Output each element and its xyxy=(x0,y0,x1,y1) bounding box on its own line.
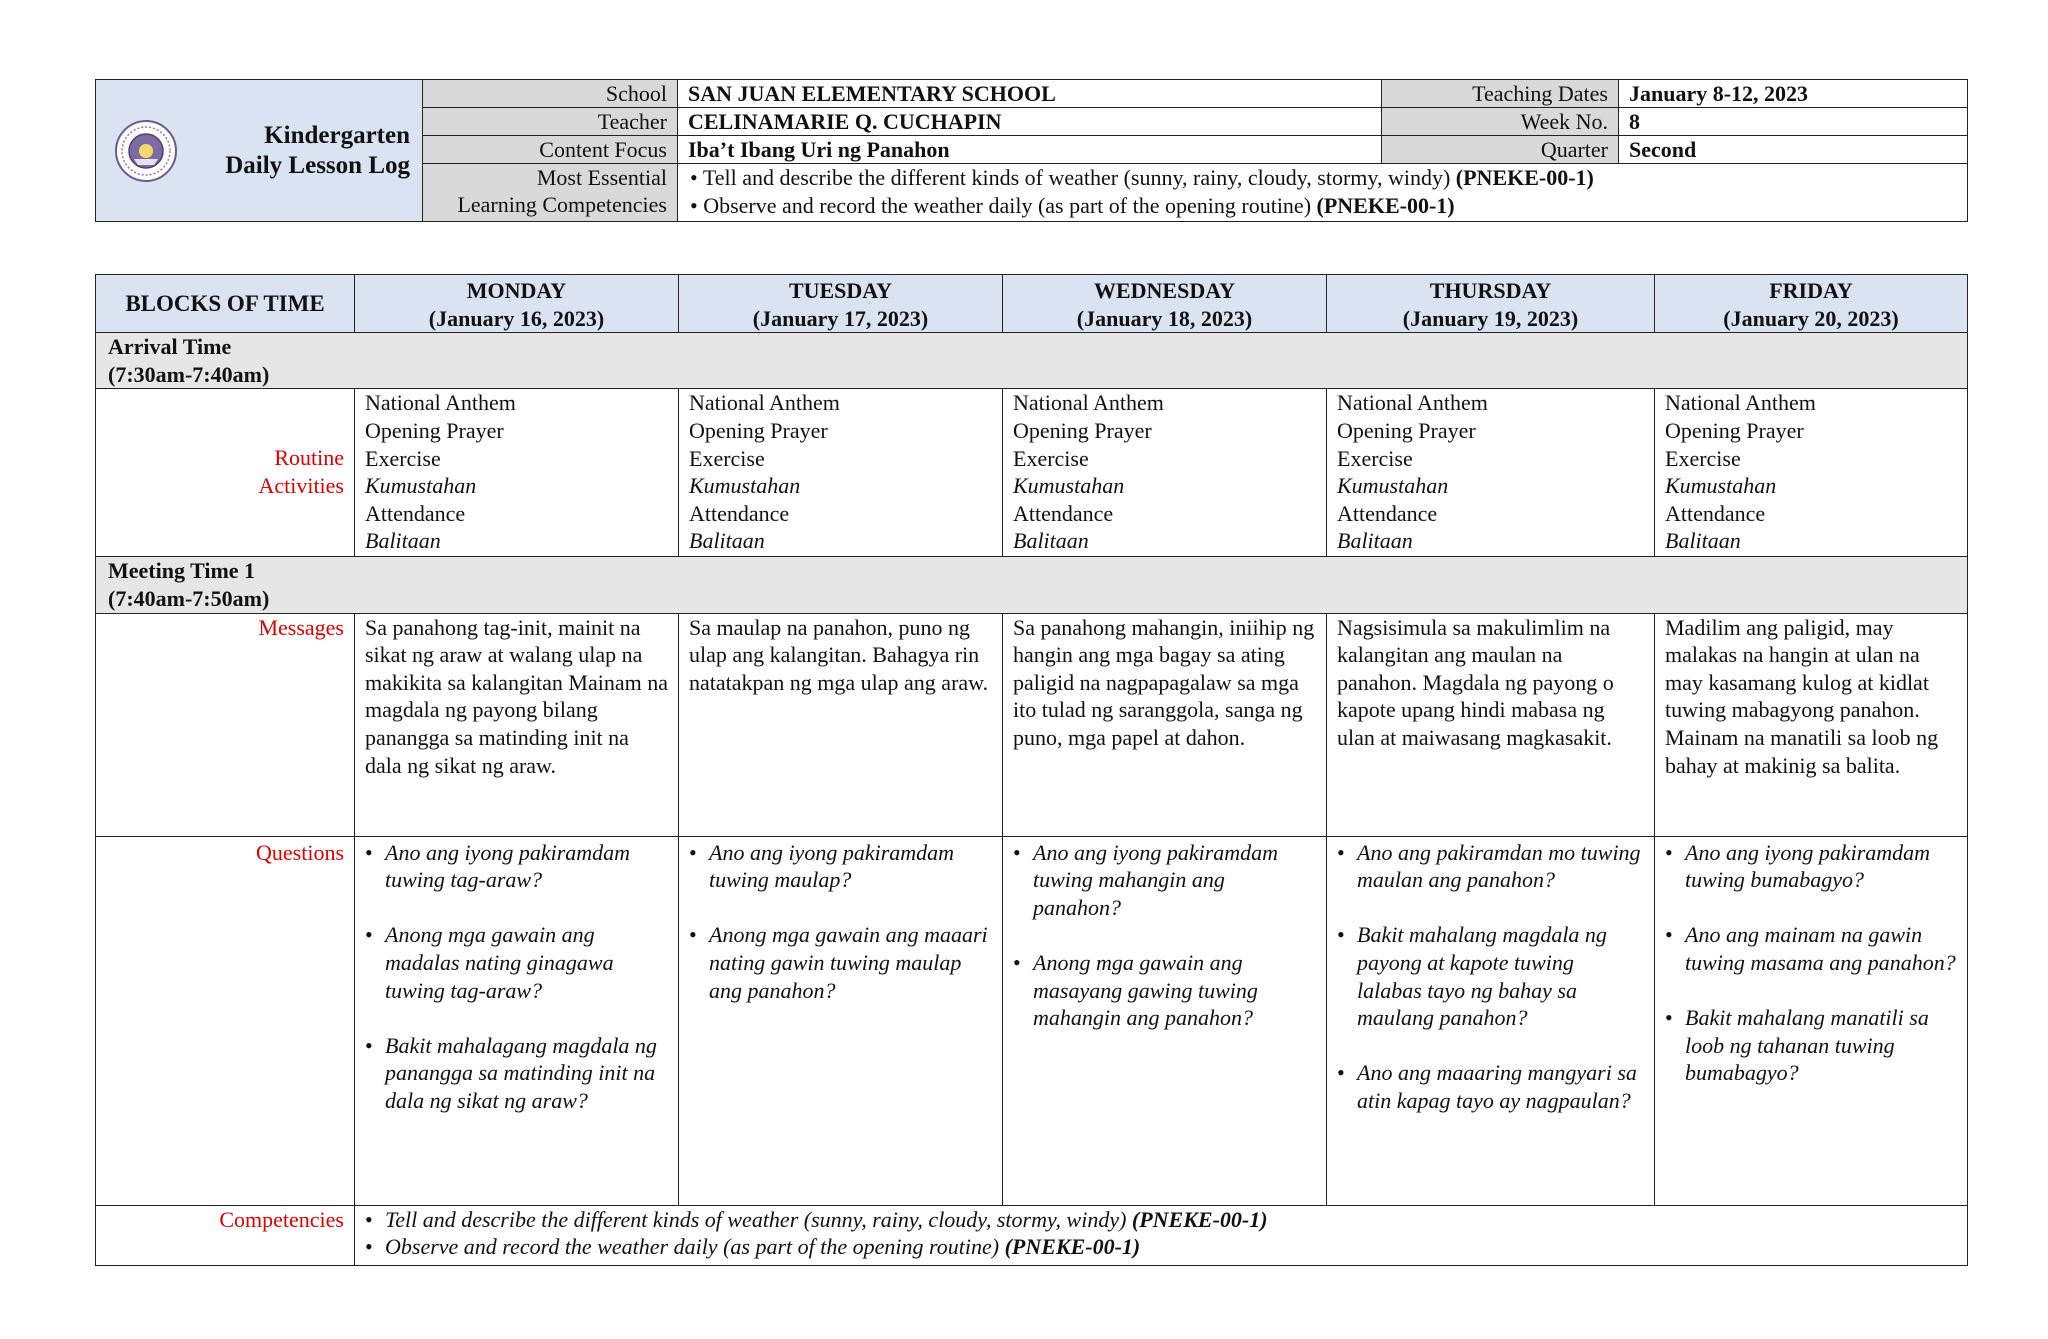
school-value: SAN JUAN ELEMENTARY SCHOOL xyxy=(678,80,1382,108)
title-kindergarten: Kindergarten xyxy=(264,121,410,149)
competencies-row xyxy=(96,1205,1968,1265)
questions-tuesday xyxy=(679,836,1003,1205)
content-focus-value: Iba’t Ibang Uri ng Panahon xyxy=(678,136,1382,164)
day-header-friday: FRIDAY (January 20, 2023) xyxy=(1655,275,1968,333)
mel-label xyxy=(423,164,678,222)
teacher-value: CELINAMARIE Q. CUCHAPIN xyxy=(678,108,1382,136)
lesson-log-header xyxy=(95,79,1968,222)
competencies-list xyxy=(355,1205,1968,1265)
question-item: • Ano ang iyong pakiramdam tuwing maulap? xyxy=(689,839,992,894)
routine-cell-wednesday: National Anthem Opening Prayer Exercise Kumustahan Attendance Balitaan xyxy=(1003,389,1327,557)
questions-friday xyxy=(1655,836,1968,1205)
questions-label: Questions xyxy=(96,836,355,1205)
teaching-dates-label: Teaching Dates xyxy=(1382,80,1619,108)
messages-row xyxy=(96,613,1968,836)
day-header-row xyxy=(96,275,1968,333)
questions-monday xyxy=(355,836,679,1205)
title-daily-lesson-log: Daily Lesson Log xyxy=(225,151,410,179)
question-item: • Ano ang maaaring mangyari sa atin kapag tayo ay nagpaulan? xyxy=(1337,1059,1644,1114)
routine-cell-thursday: National Anthem Opening Prayer Exercise Kumustahan Attendance Balitaan xyxy=(1327,389,1655,557)
quarter-label: Quarter xyxy=(1382,136,1619,164)
routine-row xyxy=(96,389,1968,557)
meeting-time-heading: Meeting Time 1 (7:40am-7:50am) xyxy=(96,557,1968,613)
questions-row xyxy=(96,836,1968,1205)
routine-activities-label: Routine Activities xyxy=(96,389,355,557)
teaching-dates-value: January 8-12, 2023 xyxy=(1619,80,1968,108)
question-item: • Ano ang pakiramdan mo tuwing maulan ang panahon? xyxy=(1337,839,1644,894)
routine-cell-friday: National Anthem Opening Prayer Exercise Kumustahan Attendance Balitaan xyxy=(1655,389,1968,557)
mel-list xyxy=(678,164,1968,222)
questions-wednesday xyxy=(1003,836,1327,1205)
week-label: Week No. xyxy=(1382,108,1619,136)
message-monday: Sa panahong tag-init, mainit na sikat ng araw at walang ulap na makikita sa kalangitan Mainam na magdala ng payong bilang panangga sa matinding init na dala ng sikat ng araw. xyxy=(355,613,679,836)
message-friday: Madilim ang paligid, may malakas na hangin at ulan na may kasamang kulog at kidlat tuwing mabagyong panahon. Mainam na manatili sa loob ng bahay at makinig sa balita. xyxy=(1655,613,1968,836)
blocks-of-time-header: BLOCKS OF TIME xyxy=(96,275,355,333)
question-item: • Bakit mahalagang magdala ng panangga sa matinding init na dala ng sikat ng araw? xyxy=(365,1032,668,1115)
question-item: • Anong mga gawain ang madalas nating ginagawa tuwing tag-araw? xyxy=(365,921,668,1004)
day-header-wednesday: WEDNESDAY (January 18, 2023) xyxy=(1003,275,1327,333)
quarter-value: Second xyxy=(1619,136,1968,164)
mel-item: • Tell and describe the different kinds of weather (sunny, rainy, cloudy, stormy, windy) (PNEKE-00-1) xyxy=(688,164,1957,192)
competency-item: • Observe and record the weather daily (as part of the opening routine) (PNEKE-00-1) xyxy=(365,1233,1957,1261)
mel-item: • Observe and record the weather daily (as part of the opening routine) (PNEKE-00-1) xyxy=(688,192,1957,220)
questions-thursday xyxy=(1327,836,1655,1205)
question-item: • Ano ang iyong pakiramdam tuwing tag-araw? xyxy=(365,839,668,894)
question-item: • Ano ang iyong pakiramdam tuwing mahangin ang panahon? xyxy=(1013,839,1316,922)
messages-label: Messages xyxy=(96,613,355,836)
arrival-time-heading: Arrival Time (7:30am-7:40am) xyxy=(96,333,1968,389)
message-tuesday: Sa maulap na panahon, puno ng ulap ang kalangitan. Bahagya rin natatakpan ng mga ulap ang araw. xyxy=(679,613,1003,836)
message-wednesday: Sa panahong mahangin, iniihip ng hangin ang mga bagay sa ating paligid na nagpapagalaw sa mga ito tulad ng saranggola, sanga ng puno, mga papel at dahon. xyxy=(1003,613,1327,836)
mel-label-line2: Learning Competencies xyxy=(457,192,667,217)
routine-cell-monday: National Anthem Opening Prayer Exercise Kumustahan Attendance Balitaan xyxy=(355,389,679,557)
deped-seal-icon xyxy=(114,119,178,183)
mel-label-line1: Most Essential xyxy=(536,165,667,190)
question-item: • Bakit mahalang manatili sa loob ng tahanan tuwing bumabagyo? xyxy=(1665,1004,1957,1087)
question-item: • Anong mga gawain ang masayang gawing tuwing mahangin ang panahon? xyxy=(1013,949,1316,1032)
meeting-time-row xyxy=(96,557,1968,613)
competencies-label: Competencies xyxy=(96,1205,355,1265)
arrival-time-row xyxy=(96,333,1968,389)
content-focus-label: Content Focus xyxy=(423,136,678,164)
day-header-thursday: THURSDAY (January 19, 2023) xyxy=(1327,275,1655,333)
school-label: School xyxy=(423,80,678,108)
question-item: • Bakit mahalang magdala ng payong at kapote tuwing lalabas tayo ng bahay sa maulang panahon? xyxy=(1337,921,1644,1031)
week-value: 8 xyxy=(1619,108,1968,136)
title-block xyxy=(96,80,423,222)
day-header-tuesday: TUESDAY (January 17, 2023) xyxy=(679,275,1003,333)
routine-cell-tuesday: National Anthem Opening Prayer Exercise Kumustahan Attendance Balitaan xyxy=(679,389,1003,557)
daily-schedule-table xyxy=(95,274,1968,1266)
question-item: • Ano ang mainam na gawin tuwing masama ang panahon? xyxy=(1665,921,1957,976)
teacher-label: Teacher xyxy=(423,108,678,136)
day-header-monday: MONDAY (January 16, 2023) xyxy=(355,275,679,333)
message-thursday: Nagsisimula sa makulimlim na kalangitan ang maulan na panahon. Magdala ng payong o kapote upang hindi mabasa ng ulan at maiwasang magkasakit. xyxy=(1327,613,1655,836)
question-item: • Anong mga gawain ang maaari nating gawin tuwing maulap ang panahon? xyxy=(689,921,992,1004)
question-item: • Ano ang iyong pakiramdam tuwing bumabagyo? xyxy=(1665,839,1957,894)
competency-item: • Tell and describe the different kinds of weather (sunny, rainy, cloudy, stormy, windy) (PNEKE-00-1) xyxy=(365,1206,1957,1234)
